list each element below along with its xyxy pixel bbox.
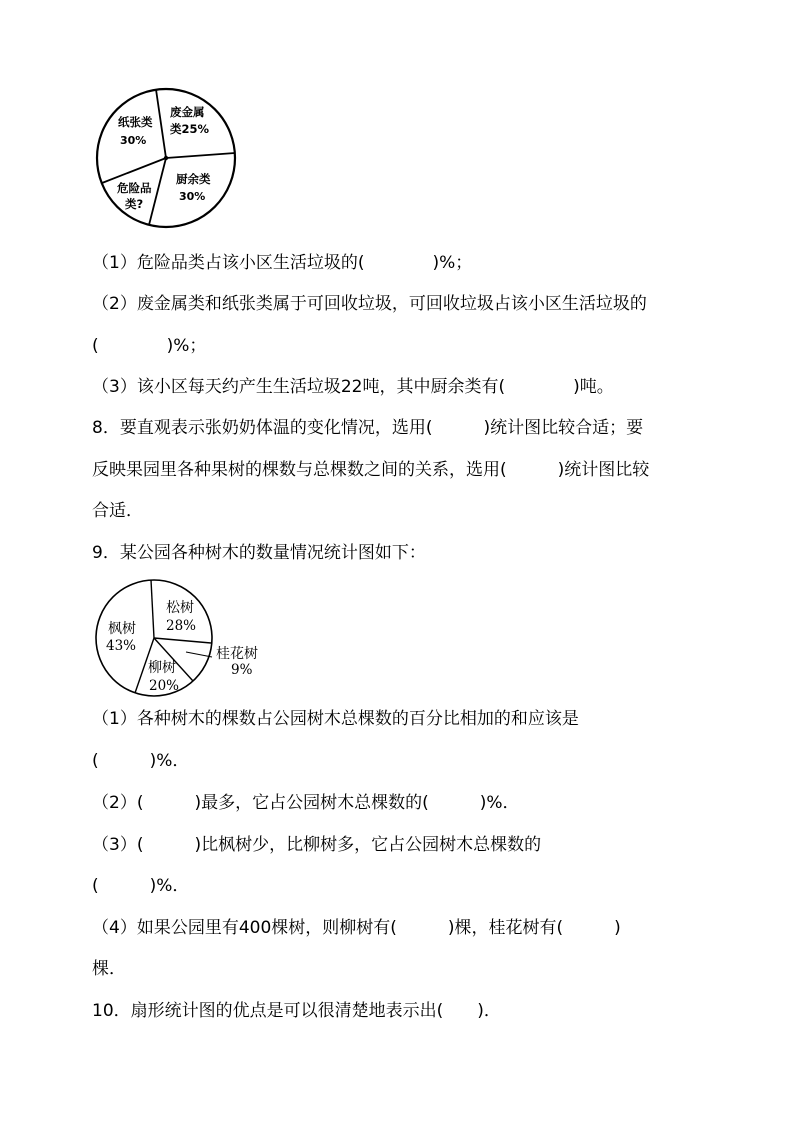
- slice-label-osmanthus-name: 桂花树: [216, 646, 258, 662]
- slice-label-kitchen-pct: 30%: [179, 190, 206, 203]
- question-9-3: （3）( )比枫树少，比柳树多，它占公园树木总棵数的: [92, 835, 542, 855]
- question-8-line-1: 8．要直观表示张奶奶体温的变化情况，选用( )统计图比较合适；要: [92, 418, 644, 438]
- slice-label-maple-pct: 43%: [106, 638, 137, 654]
- question-7-1: （1）危险品类占该小区生活垃圾的( )%；: [92, 253, 473, 273]
- question-9-3-blank: ( )%．: [92, 876, 190, 896]
- garbage-pie-chart: [92, 82, 242, 232]
- slice-label-metal-line1: 废金属: [170, 105, 205, 119]
- slice-label-pine-name: 松树: [166, 600, 194, 616]
- slice-label-hazard-line2: 类?: [125, 197, 144, 211]
- question-9-2: （2）( )最多，它占公园树木总棵数的( )%．: [92, 793, 520, 813]
- slice-label-paper-name: 纸张类: [118, 115, 153, 129]
- question-10: 10．扇形统计图的优点是可以很清楚地表示出( )．: [92, 1001, 501, 1021]
- question-8-line-2: 反映果园里各种果树的棵数与总棵数之间的关系，选用( )统计图比较: [92, 460, 650, 480]
- question-8-line-3: 合适．: [92, 501, 143, 521]
- question-9-1: （1）各种树木的棵数占公园树木总棵数的百分比相加的和应该是: [92, 709, 579, 729]
- slice-label-pine-pct: 28%: [166, 618, 197, 634]
- slice-label-metal-line2: 类25%: [170, 122, 210, 136]
- question-7-2: （2）废金属类和纸张类属于可回收垃圾，可回收垃圾占该小区生活垃圾的: [92, 294, 647, 314]
- question-9-4: （4）如果公园里有400棵树，则柳树有( )棵，桂花树有( ): [92, 918, 621, 938]
- question-7-3: （3）该小区每天约产生生活垃圾22吨，其中厨余类有( )吨。: [92, 377, 614, 397]
- question-9-1-blank: ( )%．: [92, 751, 190, 771]
- question-9-4-cont: 棵．: [92, 959, 126, 979]
- slice-label-hazard-line1: 危险品: [117, 181, 152, 195]
- question-9-intro: 9．某公园各种树木的数量情况统计图如下：: [92, 543, 426, 563]
- slice-label-osmanthus-pct: 9%: [231, 662, 253, 678]
- trees-pie-chart: [94, 578, 274, 700]
- slice-label-paper-pct: 30%: [120, 134, 147, 147]
- pie-center: [164, 156, 168, 160]
- slice-label-willow-name: 柳树: [148, 660, 176, 676]
- question-7-2-blank: ( )%；: [92, 336, 207, 356]
- slice-label-kitchen-name: 厨余类: [176, 172, 211, 186]
- slice-label-maple-name: 枫树: [108, 621, 136, 637]
- slice-label-willow-pct: 20%: [149, 678, 180, 694]
